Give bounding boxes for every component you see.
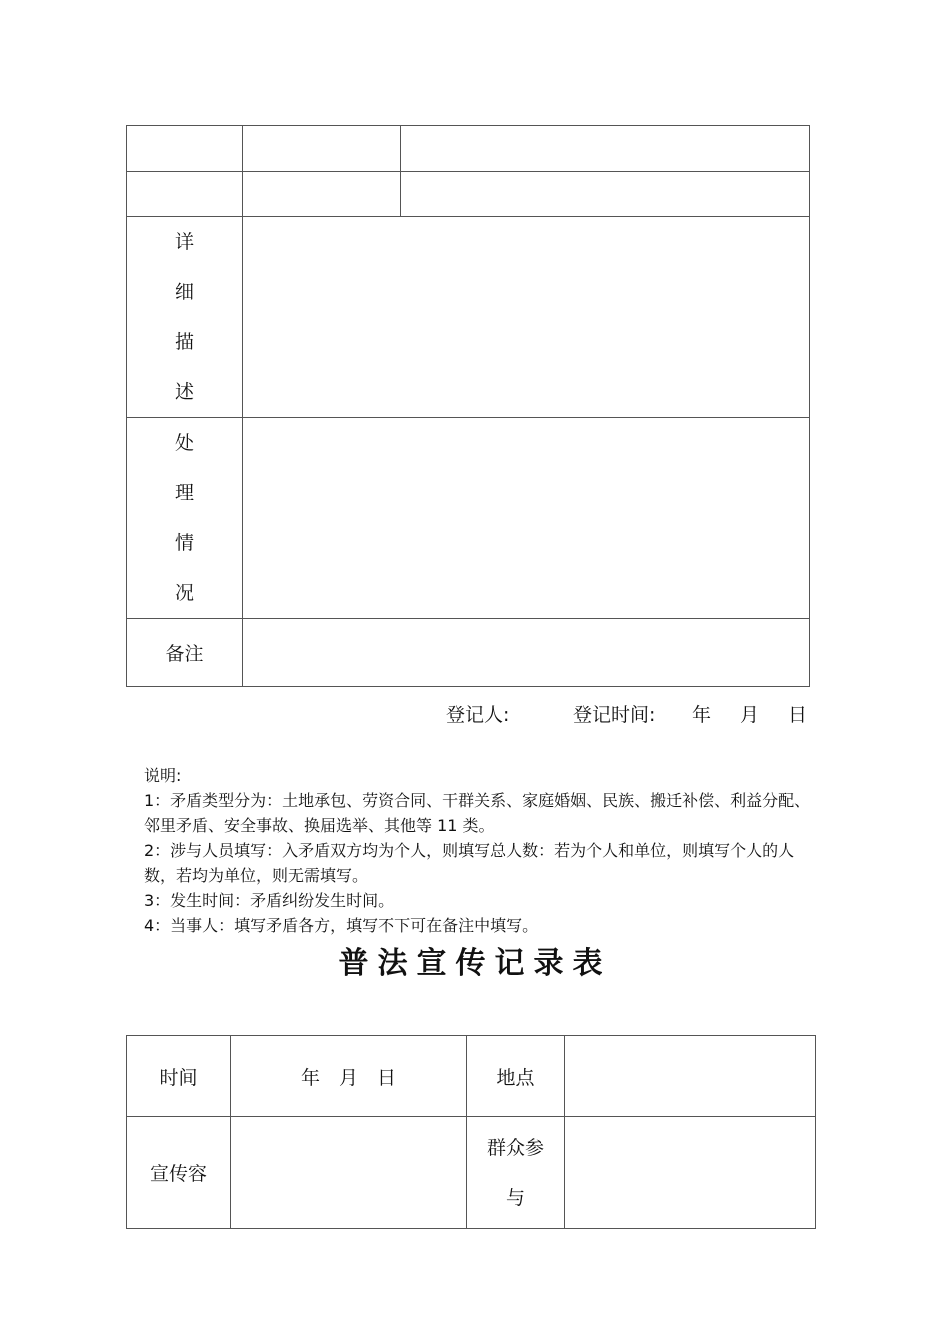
date-field[interactable]: 年 月 日 <box>231 1036 467 1117</box>
label-char: 述 <box>174 381 194 403</box>
remark-field[interactable] <box>243 619 810 687</box>
detail-label <box>127 217 242 417</box>
process-label <box>127 418 242 618</box>
label-char: 情 <box>174 532 194 554</box>
notes-heading: 说明: <box>144 766 182 785</box>
reg-month: 月 <box>740 704 760 726</box>
page-title: 普法宣传记录表 <box>338 946 612 981</box>
blank-cell[interactable] <box>127 126 243 172</box>
note-item: 2：涉与人员填写：入矛盾双方均为个人，则填写总人数：若为个人和单位，则填写个人的人数，若均为单位，则无需填写。 <box>144 841 795 885</box>
label-char: 细 <box>174 281 194 303</box>
label-char: 理 <box>174 482 194 504</box>
reg-year: 年 <box>692 704 712 726</box>
place-field[interactable] <box>565 1036 816 1117</box>
participation-label-cell <box>467 1117 565 1229</box>
label-char: 描 <box>174 331 194 353</box>
blank-cell[interactable] <box>401 172 810 217</box>
label-char: 详 <box>174 231 194 253</box>
note-item: 1：矛盾类型分为：土地承包、劳资合同、干群关系、家庭婚姻、民族、搬迁补偿、利益分配、邻里矛盾、安全事故、换届选举、其他等 11 类。 <box>144 791 811 835</box>
remark-label: 备注 <box>127 619 243 687</box>
blank-cell[interactable] <box>127 172 243 217</box>
reg-day: 日 <box>788 704 808 726</box>
content-field[interactable] <box>231 1117 467 1229</box>
participation-label-line1: 群众参 <box>486 1136 544 1159</box>
note-item: 4：当事人：填写矛盾各方，填写不下可在备注中填写。 <box>144 916 539 935</box>
time-label: 时间 <box>127 1036 231 1117</box>
label-char: 处 <box>174 432 194 454</box>
process-field[interactable] <box>243 418 810 619</box>
process-label-cell <box>127 418 243 619</box>
note-item: 3：发生时间：矛盾纠纷发生时间。 <box>144 891 395 910</box>
publicity-record-table <box>126 1035 816 1229</box>
registrar-label: 登记人: <box>446 704 510 726</box>
place-label: 地点 <box>467 1036 565 1117</box>
dispute-record-table <box>126 125 810 687</box>
blank-cell[interactable] <box>401 126 810 172</box>
detail-field[interactable] <box>243 217 810 418</box>
detail-label-cell <box>127 217 243 418</box>
blank-cell[interactable] <box>243 126 401 172</box>
content-label: 宣传容 <box>127 1117 231 1229</box>
label-char: 况 <box>174 582 194 604</box>
participation-label-line2: 与 <box>505 1186 525 1209</box>
blank-cell[interactable] <box>243 172 401 217</box>
notes-section <box>144 763 824 938</box>
reg-time-label: 登记时间: <box>573 704 656 726</box>
participation-field[interactable] <box>565 1117 816 1229</box>
